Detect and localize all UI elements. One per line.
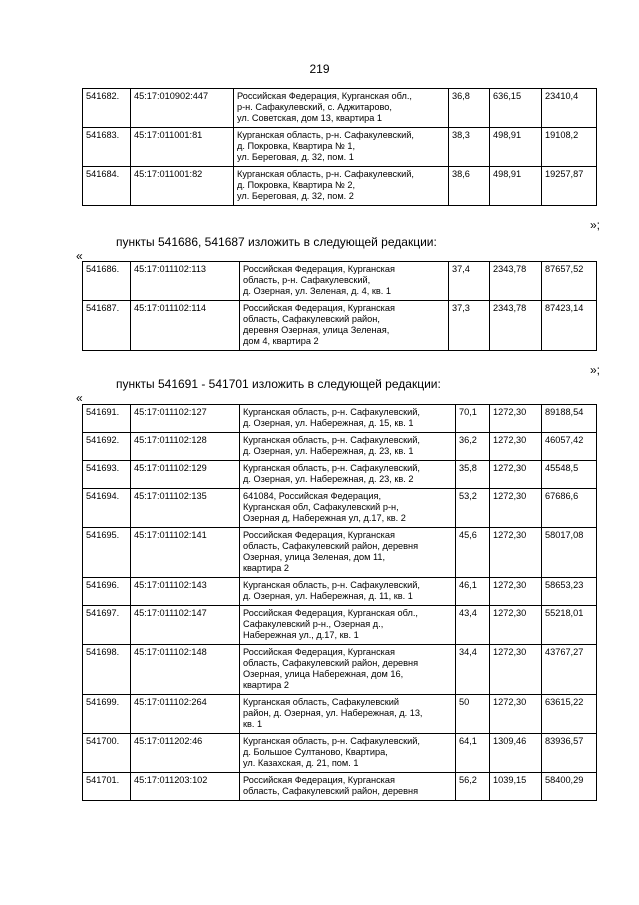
item-number-cell: 541698. xyxy=(83,645,131,695)
cadastral-number-cell: 45:17:011001:81 xyxy=(131,128,234,167)
table-row xyxy=(83,773,597,801)
rate-cell: 1272,30 xyxy=(490,606,542,645)
address-line: ул. Береговая, д. 32, пом. 2 xyxy=(237,191,354,201)
table-row xyxy=(83,578,597,606)
address-cell xyxy=(240,645,456,695)
item-number-cell: 541700. xyxy=(83,734,131,773)
cadastral-number-cell: 45:17:011102:128 xyxy=(131,433,240,461)
item-number-cell: 541687. xyxy=(83,301,131,351)
item-number-cell: 541691. xyxy=(83,405,131,433)
address-cell xyxy=(240,578,456,606)
area-cell: 56,2 xyxy=(456,773,490,801)
address-line: Российская Федерация, Курганская xyxy=(243,530,395,540)
address-line: область, Сафакулевский район, xyxy=(243,314,380,324)
cadastral-number-cell: 45:17:011102:113 xyxy=(131,262,240,301)
address-cell xyxy=(240,734,456,773)
address-line: дом 4, квартира 2 xyxy=(243,336,319,346)
value-cell: 23410,4 xyxy=(542,89,597,128)
value-cell: 43767,27 xyxy=(542,645,597,695)
rate-cell: 1272,30 xyxy=(490,645,542,695)
item-number-cell: 541683. xyxy=(83,128,131,167)
address-line: д. Озерная, ул. Набережная, д. 15, кв. 1 xyxy=(243,418,414,428)
address-line: Курганская область, р-н. Сафакулевский, xyxy=(237,169,414,179)
address-line: Курганская область, р-н. Сафакулевский, xyxy=(243,736,420,746)
area-cell: 64,1 xyxy=(456,734,490,773)
area-cell: 34,4 xyxy=(456,645,490,695)
address-line: Курганская область, р-н. Сафакулевский, xyxy=(237,130,414,140)
cadastral-number-cell: 45:17:011102:147 xyxy=(131,606,240,645)
address-line: д. Большое Султаново, Квартира, xyxy=(243,747,388,757)
cadastral-number-cell: 45:17:010902:447 xyxy=(131,89,234,128)
address-line: квартира 2 xyxy=(243,680,290,690)
address-line: д. Озерная, ул. Зеленая, д. 4, кв. 1 xyxy=(243,286,391,296)
registry-table-2 xyxy=(82,261,597,351)
address-line: область, Сафакулевский район, деревня xyxy=(243,541,419,551)
item-number-cell: 541684. xyxy=(83,167,131,206)
address-cell xyxy=(234,89,449,128)
table-row xyxy=(83,167,597,206)
address-line: Сафакулевский р-н., Озерная д., xyxy=(243,619,384,629)
table-row xyxy=(83,489,597,528)
item-number-cell: 541695. xyxy=(83,528,131,578)
cadastral-number-cell: 45:17:011102:127 xyxy=(131,405,240,433)
address-line: квартира 2 xyxy=(243,563,290,573)
address-line: район, д. Озерная, ул. Набережная, д. 13, xyxy=(243,708,423,718)
table-row xyxy=(83,89,597,128)
address-cell xyxy=(240,489,456,528)
table-row xyxy=(83,433,597,461)
table-row xyxy=(83,301,597,351)
address-cell xyxy=(240,773,456,801)
address-line: Курганская область, р-н. Сафакулевский, xyxy=(243,463,420,473)
table-row xyxy=(83,262,597,301)
rate-cell: 1272,30 xyxy=(490,433,542,461)
address-line: Российская Федерация, Курганская xyxy=(243,264,395,274)
rate-cell: 2343,78 xyxy=(490,262,542,301)
address-cell xyxy=(240,528,456,578)
rate-cell: 2343,78 xyxy=(490,301,542,351)
address-line: Набережная ул., д.17, кв. 1 xyxy=(243,630,359,640)
address-line: р-н. Сафакулевский, с. Аджитарово, xyxy=(237,102,392,112)
rate-cell: 1272,30 xyxy=(490,578,542,606)
item-number-cell: 541697. xyxy=(83,606,131,645)
address-line: Российская Федерация, Курганская xyxy=(243,775,395,785)
area-cell: 36,8 xyxy=(449,89,490,128)
area-cell: 36,2 xyxy=(456,433,490,461)
address-line: д. Покровка, Квартира № 2, xyxy=(237,180,356,190)
table-row xyxy=(83,461,597,489)
address-cell xyxy=(240,301,449,351)
address-line: ул. Береговая, д. 32, пом. 1 xyxy=(237,152,354,162)
rate-cell: 1309,46 xyxy=(490,734,542,773)
item-number-cell: 541686. xyxy=(83,262,131,301)
area-cell: 37,4 xyxy=(449,262,490,301)
value-cell: 83936,57 xyxy=(542,734,597,773)
closing-mark-2: »; xyxy=(590,363,601,377)
cadastral-number-cell: 45:17:011102:148 xyxy=(131,645,240,695)
address-line: д. Покровка, Квартира № 1, xyxy=(237,141,356,151)
cadastral-number-cell: 45:17:011102:114 xyxy=(131,301,240,351)
address-line: область, р-н. Сафакулевский, xyxy=(243,275,371,285)
value-cell: 58017,08 xyxy=(542,528,597,578)
address-cell xyxy=(240,606,456,645)
address-cell xyxy=(234,167,449,206)
value-cell: 19108,2 xyxy=(542,128,597,167)
address-cell xyxy=(240,405,456,433)
cadastral-number-cell: 45:17:011202:46 xyxy=(131,734,240,773)
value-cell: 55218,01 xyxy=(542,606,597,645)
address-line: Российская Федерация, Курганская xyxy=(243,303,395,313)
table-row xyxy=(83,405,597,433)
closing-mark-1: »; xyxy=(590,218,601,232)
opening-mark-2: « xyxy=(76,391,83,405)
rate-cell: 1039,15 xyxy=(490,773,542,801)
amendment-paragraph-2: пункты 541691 - 541701 изложить в следующей редакции: xyxy=(116,377,441,391)
table-row xyxy=(83,528,597,578)
cadastral-number-cell: 45:17:011102:141 xyxy=(131,528,240,578)
item-number-cell: 541693. xyxy=(83,461,131,489)
address-line: деревня Озерная, улица Зеленая, xyxy=(243,325,390,335)
item-number-cell: 541682. xyxy=(83,89,131,128)
address-line: д. Озерная, ул. Набережная, д. 23, кв. 1 xyxy=(243,446,414,456)
rate-cell: 1272,30 xyxy=(490,695,542,734)
rate-cell: 1272,30 xyxy=(490,528,542,578)
area-cell: 38,6 xyxy=(449,167,490,206)
address-line: Озерная, улица Зеленая, дом 11, xyxy=(243,552,386,562)
item-number-cell: 541701. xyxy=(83,773,131,801)
address-cell xyxy=(240,695,456,734)
area-cell: 43,4 xyxy=(456,606,490,645)
address-line: ул. Казахская, д. 21, пом. 1 xyxy=(243,758,359,768)
address-line: область, Сафакулевский район, деревня xyxy=(243,658,419,668)
registry-table-3 xyxy=(82,404,597,801)
value-cell: 58653,23 xyxy=(542,578,597,606)
address-line: Российская Федерация, Курганская xyxy=(243,647,395,657)
address-line: Курганская область, р-н. Сафакулевский, xyxy=(243,435,420,445)
value-cell: 58400,29 xyxy=(542,773,597,801)
value-cell: 89188,54 xyxy=(542,405,597,433)
cadastral-number-cell: 45:17:011102:264 xyxy=(131,695,240,734)
address-line: д. Озерная, ул. Набережная, д. 11, кв. 1 xyxy=(243,591,413,601)
area-cell: 45,6 xyxy=(456,528,490,578)
item-number-cell: 541692. xyxy=(83,433,131,461)
registry-table-1 xyxy=(82,88,597,206)
table-row xyxy=(83,695,597,734)
cadastral-number-cell: 45:17:011203:102 xyxy=(131,773,240,801)
rate-cell: 1272,30 xyxy=(490,489,542,528)
area-cell: 50 xyxy=(456,695,490,734)
cadastral-number-cell: 45:17:011001:82 xyxy=(131,167,234,206)
table-row xyxy=(83,606,597,645)
address-line: Курганская область, Сафакулевский xyxy=(243,697,400,707)
value-cell: 45548,5 xyxy=(542,461,597,489)
opening-mark-1: « xyxy=(76,249,83,263)
value-cell: 19257,87 xyxy=(542,167,597,206)
address-cell xyxy=(234,128,449,167)
value-cell: 63615,22 xyxy=(542,695,597,734)
area-cell: 35,8 xyxy=(456,461,490,489)
address-line: кв. 1 xyxy=(243,719,263,729)
address-line: Российская Федерация, Курганская обл., xyxy=(237,91,412,101)
area-cell: 46,1 xyxy=(456,578,490,606)
address-line: Озерная д, Набережная ул, д.17, кв. 2 xyxy=(243,513,406,523)
value-cell: 46057,42 xyxy=(542,433,597,461)
table-row xyxy=(83,645,597,695)
address-line: ул. Советская, дом 13, квартира 1 xyxy=(237,113,382,123)
area-cell: 70,1 xyxy=(456,405,490,433)
page-number: 219 xyxy=(309,62,330,76)
cadastral-number-cell: 45:17:011102:129 xyxy=(131,461,240,489)
address-line: Российская Федерация, Курганская обл., xyxy=(243,608,418,618)
area-cell: 38,3 xyxy=(449,128,490,167)
cadastral-number-cell: 45:17:011102:135 xyxy=(131,489,240,528)
area-cell: 37,3 xyxy=(449,301,490,351)
address-line: Курганская обл, Сафакулевский р-н, xyxy=(243,502,399,512)
address-cell xyxy=(240,262,449,301)
item-number-cell: 541694. xyxy=(83,489,131,528)
cadastral-number-cell: 45:17:011102:143 xyxy=(131,578,240,606)
item-number-cell: 541696. xyxy=(83,578,131,606)
value-cell: 67686,6 xyxy=(542,489,597,528)
item-number-cell: 541699. xyxy=(83,695,131,734)
address-cell xyxy=(240,433,456,461)
address-line: Курганская область, р-н. Сафакулевский, xyxy=(243,580,420,590)
address-line: Озерная, улица Набережная, дом 16, xyxy=(243,669,404,679)
address-line: Курганская область, р-н. Сафакулевский, xyxy=(243,407,420,417)
rate-cell: 498,91 xyxy=(490,128,542,167)
rate-cell: 1272,30 xyxy=(490,461,542,489)
value-cell: 87423,14 xyxy=(542,301,597,351)
table-row xyxy=(83,734,597,773)
rate-cell: 498,91 xyxy=(490,167,542,206)
amendment-paragraph-1: пункты 541686, 541687 изложить в следующей редакции: xyxy=(116,235,437,249)
address-line: область, Сафакулевский район, деревня xyxy=(243,786,419,796)
rate-cell: 1272,30 xyxy=(490,405,542,433)
value-cell: 87657,52 xyxy=(542,262,597,301)
address-line: 641084, Российская Федерация, xyxy=(243,491,382,501)
rate-cell: 636,15 xyxy=(490,89,542,128)
area-cell: 53,2 xyxy=(456,489,490,528)
table-row xyxy=(83,128,597,167)
address-line: д. Озерная, ул. Набережная, д. 23, кв. 2 xyxy=(243,474,414,484)
address-cell xyxy=(240,461,456,489)
